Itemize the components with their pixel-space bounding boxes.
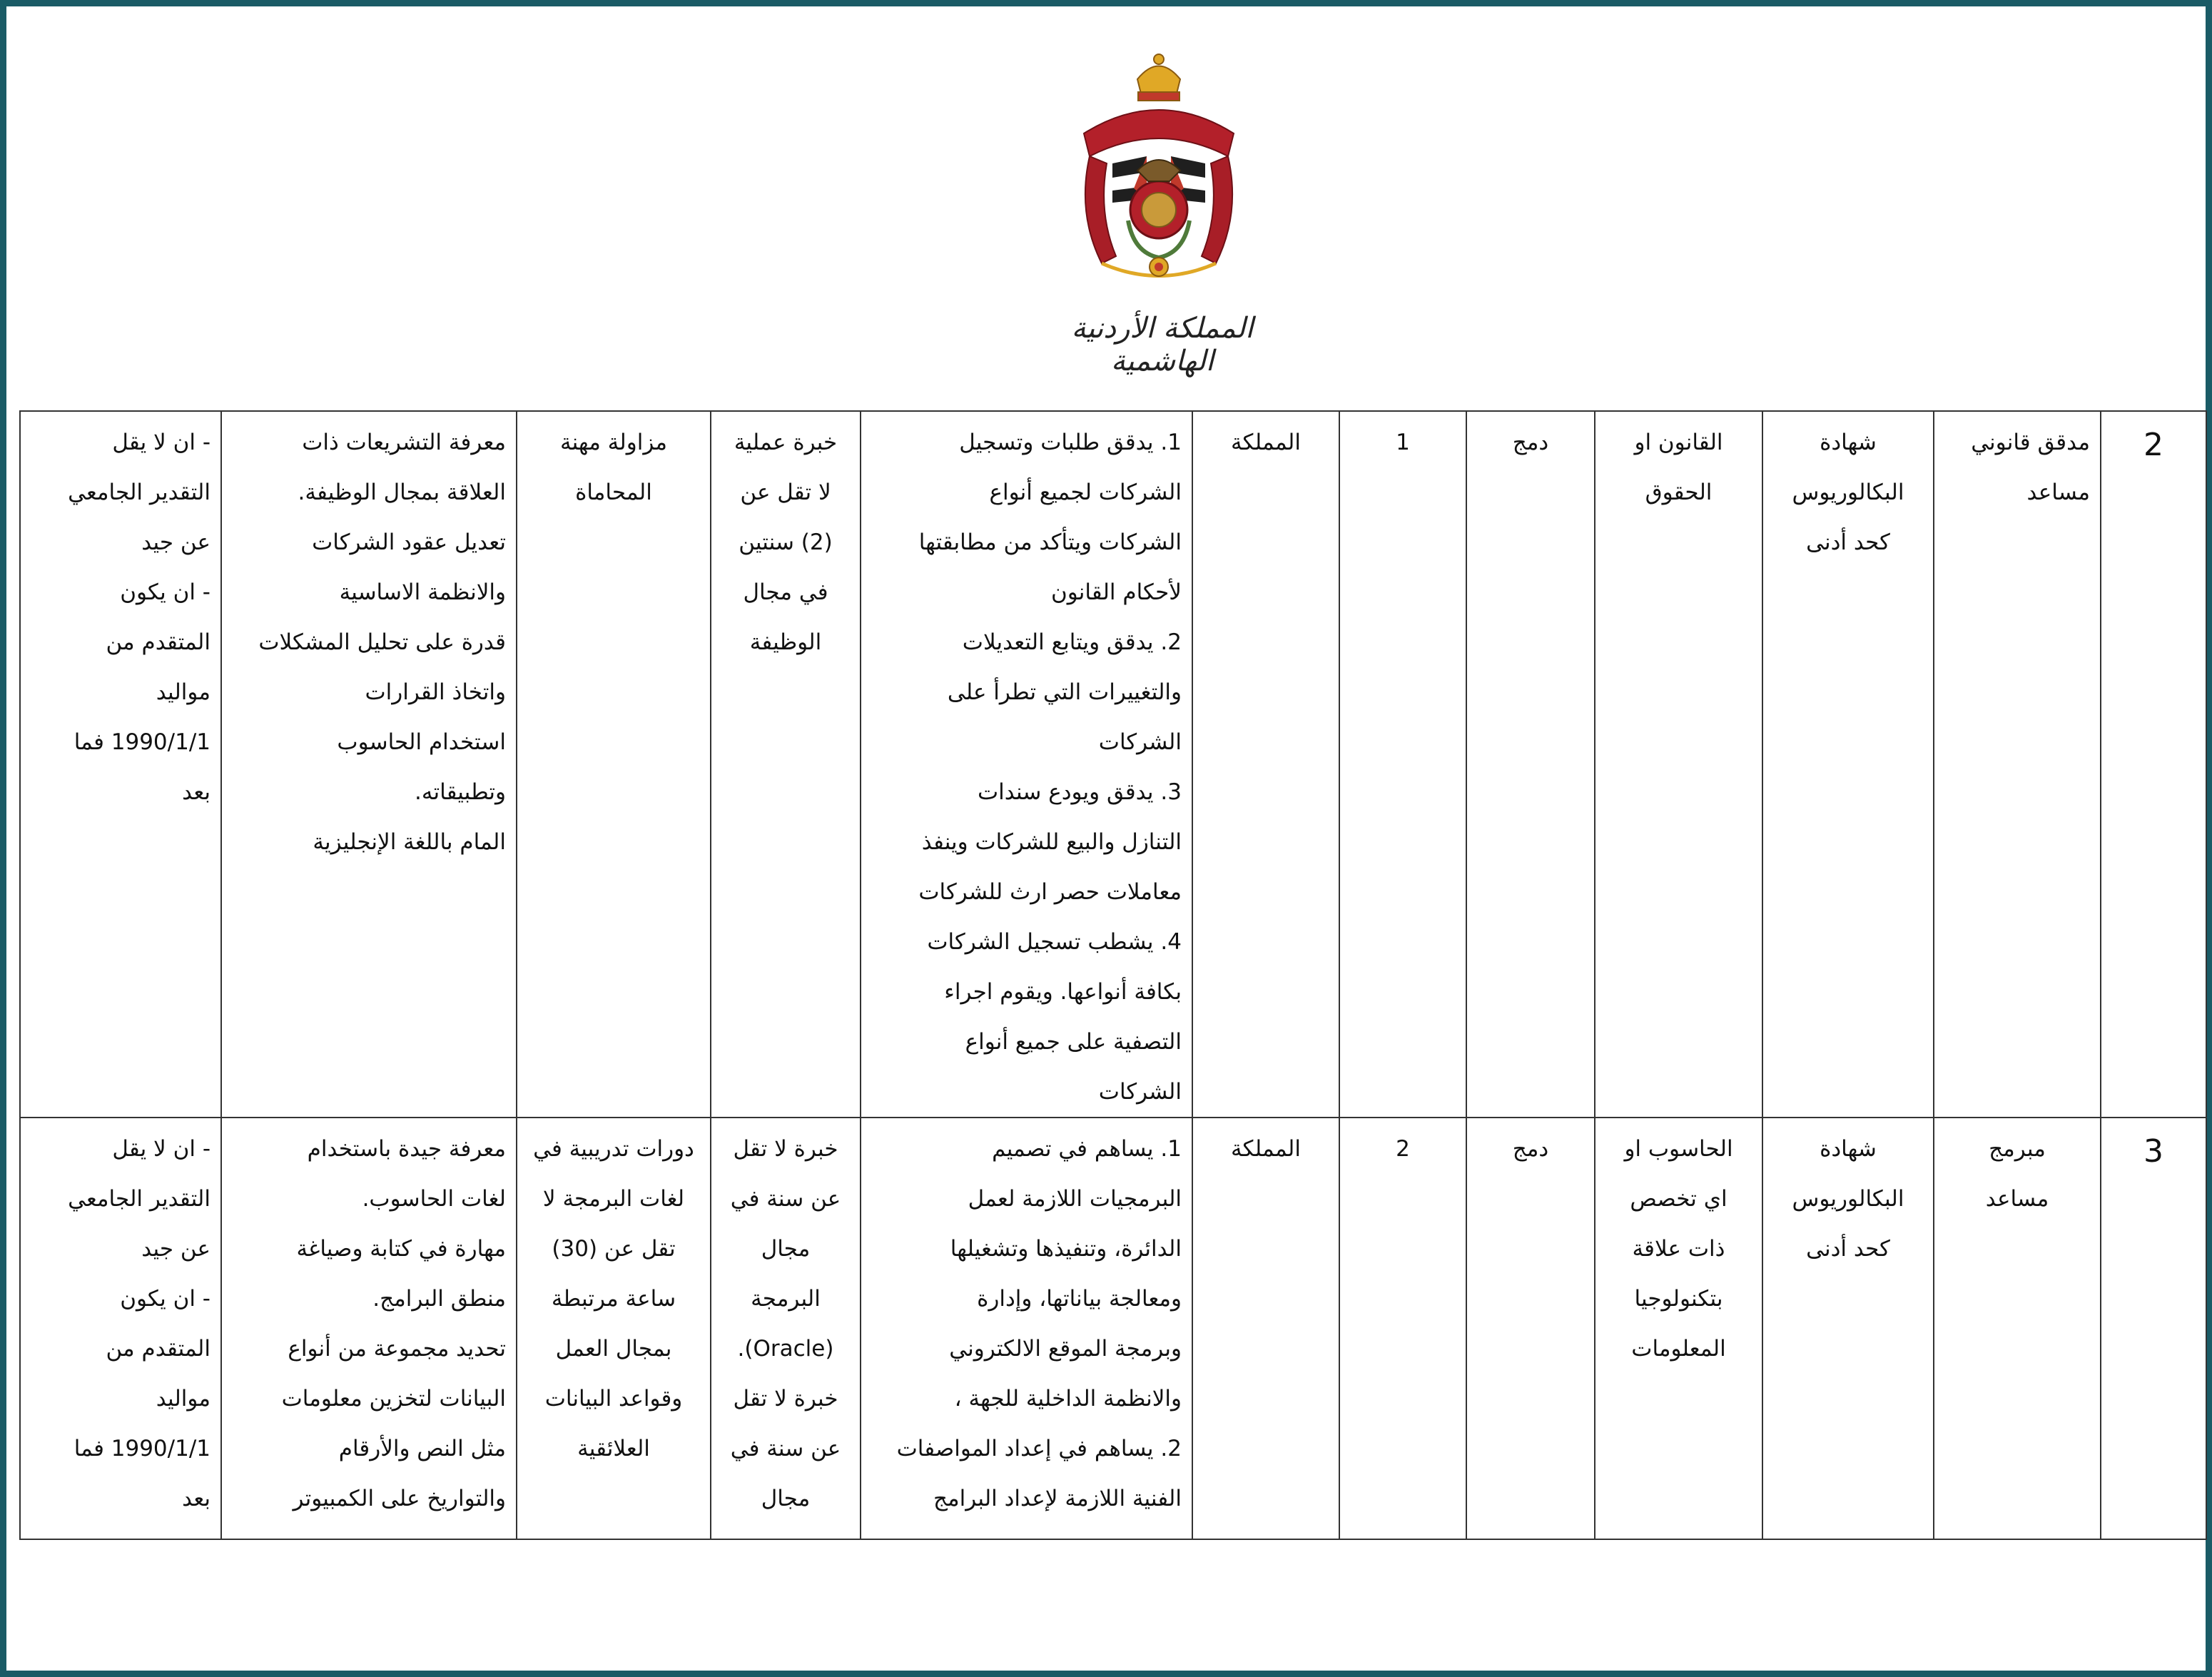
duty-line: ومعالجة بياناتها، وإدارة [977, 1286, 1182, 1312]
skill-line: العلاقة بمجال الوظيفة. [298, 480, 506, 505]
experience-line: مجال [761, 1236, 811, 1262]
condition-line: التقدير الجامعي [68, 1186, 210, 1212]
condition-line: - ان يكون [120, 579, 210, 605]
duties-cell [861, 411, 1192, 1118]
duty-line: 2. يساهم في إعداد المواصفات [896, 1436, 1182, 1461]
duty-line: البرمجيات اللازمة لعمل [968, 1186, 1182, 1212]
duty-line: 1. يساهم في تصميم [992, 1136, 1182, 1162]
location-cell: المملكة [1192, 411, 1339, 1118]
job-title-line: مساعد [1985, 1186, 2049, 1212]
job-title-line: مساعد [2026, 480, 2090, 505]
skill-line: تحديد مجموعة من أنواع [288, 1336, 506, 1362]
duty-line: 3. يدقق ويودع سندات [977, 779, 1182, 805]
experience-cell [711, 1118, 861, 1539]
duty-line: 1. يدقق طلبات وتسجيل [959, 430, 1182, 455]
skills-cell [221, 1118, 517, 1539]
experience-line: عن سنة في [730, 1186, 841, 1212]
job-title-line: مدقق قانوني [1971, 430, 2090, 455]
experience-line: لا تقل عن [740, 480, 831, 505]
duty-line: الشركات لجميع أنواع [989, 480, 1182, 505]
appointment-type-cell: دمج [1466, 411, 1595, 1118]
degree-line: شهادة [1820, 1136, 1877, 1162]
skill-line: مثل النص والأرقام [338, 1436, 506, 1461]
condition-line: عن جيد [141, 530, 210, 555]
skill-line: وتطبيقاته. [415, 779, 506, 805]
condition-line: - ان لا يقل [112, 430, 210, 455]
degree-cell [1762, 1118, 1934, 1539]
duty-line: التصفية على جميع أنواع [965, 1029, 1182, 1055]
training-line: ساعة مرتبطة [551, 1286, 676, 1312]
training-line: لغات البرمجة لا [542, 1186, 685, 1212]
major-cell [1595, 1118, 1762, 1539]
duty-line: والتغييرات التي تطرأ على [947, 679, 1182, 705]
table-row [20, 411, 2206, 1118]
experience-line: خبرة لا تقل [733, 1136, 838, 1162]
conditions-cell [20, 411, 221, 1118]
duty-line: والانظمة الداخلية للجهة ، [954, 1386, 1182, 1412]
duties-cell [861, 1118, 1192, 1539]
major-line: الحاسوب او [1624, 1136, 1733, 1162]
skill-line: لغات الحاسوب. [362, 1186, 506, 1212]
skill-line: المام باللغة الإنجليزية [313, 829, 506, 855]
condition-line: عن جيد [141, 1236, 210, 1262]
duty-line: الشركات ويتأكد من مطابقتها [918, 530, 1182, 555]
skill-line: البيانات لتخزين معلومات [281, 1386, 506, 1412]
training-line: وقواعد البيانات [544, 1386, 683, 1412]
degree-line: البكالوريوس [1792, 480, 1904, 505]
condition-line: - ان لا يقل [112, 1136, 210, 1162]
job-title-cell [1934, 411, 2101, 1118]
skill-line: مهارة في كتابة وصياغة [296, 1236, 506, 1262]
job-title-line: مبرمج [1989, 1136, 2046, 1162]
condition-line: مواليد [156, 679, 210, 705]
condition-line: - ان يكون [120, 1286, 210, 1312]
training-line: تقل عن (30) [552, 1236, 676, 1262]
major-line: اي تخصص [1630, 1186, 1728, 1212]
training-line: مزاولة مهنة [559, 430, 668, 455]
job-number-cell: 2 [2101, 411, 2206, 1118]
duty-line: معاملات حصر ارث للشركات [918, 879, 1182, 905]
experience-line: (Oracle). [737, 1336, 834, 1362]
experience-line: البرمجة [751, 1286, 821, 1312]
major-line: الحقوق [1645, 480, 1713, 505]
duty-line: 2. يدقق ويتابع التعديلات [962, 629, 1182, 655]
major-line: ذات علاقة [1632, 1236, 1725, 1262]
major-line: المعلومات [1631, 1336, 1726, 1362]
condition-line: 1990/1/1 فما [73, 729, 210, 755]
conditions-cell [20, 1118, 221, 1539]
vacancy-count-cell: 1 [1339, 411, 1466, 1118]
duty-line: بكافة أنواعها. ويقوم اجراء [944, 979, 1182, 1005]
skill-line: استخدام الحاسوب [337, 729, 506, 755]
duty-line: وبرمجة الموقع الالكتروني [949, 1336, 1182, 1362]
training-line: المحاماة [575, 480, 652, 505]
condition-line: المتقدم من [106, 629, 210, 655]
skill-line: معرفة جيدة باستخدام [307, 1136, 506, 1162]
experience-line: الوظيفة [749, 629, 822, 655]
kingdom-name: المملكة الأردنية الهاشمية [1071, 312, 1254, 378]
experience-line: (2) سنتين [739, 530, 833, 555]
degree-line: كحد أدنى [1806, 1236, 1890, 1262]
degree-line: شهادة [1820, 430, 1877, 455]
training-line: العلائقية [577, 1436, 650, 1461]
skill-line: واتخاذ القرارات [365, 679, 506, 705]
job-vacancies-table [19, 410, 2207, 1540]
skills-cell [221, 411, 517, 1118]
skill-line: والانظمة الاساسية [339, 579, 506, 605]
appointment-type-cell: دمج [1466, 1118, 1595, 1539]
training-line: بمجال العمل [555, 1336, 672, 1362]
skill-line: قدرة على تحليل المشكلات [258, 629, 506, 655]
duty-line: الفنية اللازمة لإعداد البرامج [933, 1486, 1182, 1511]
condition-line: 1990/1/1 فما [73, 1436, 210, 1461]
duty-line: الدائرة، وتنفيذها وتشغيلها [950, 1236, 1182, 1262]
skill-line: منطق البرامج. [372, 1286, 506, 1312]
job-title-cell [1934, 1118, 2101, 1539]
duty-line: التنازل والبيع للشركات وينفذ [921, 829, 1182, 855]
vacancy-count-cell: 2 [1339, 1118, 1466, 1539]
skill-line: والتواريخ على الكمبيوتر [293, 1486, 506, 1511]
skill-line: تعديل عقود الشركات [312, 530, 506, 555]
experience-line: خبرة عملية [734, 430, 838, 455]
major-cell [1595, 411, 1762, 1118]
duty-line: الشركات [1098, 1079, 1182, 1105]
experience-line: في مجال [743, 579, 828, 605]
duty-line: لأحكام القانون [1050, 579, 1182, 605]
job-number-cell: 3 [2101, 1118, 2206, 1539]
training-cell [517, 411, 711, 1118]
condition-line: المتقدم من [106, 1336, 210, 1362]
jordan-royal-coat-of-arms-icon [1062, 49, 1255, 295]
condition-line: بعد [182, 1486, 210, 1511]
skill-line: معرفة التشريعات ذات [302, 430, 506, 455]
table-row [20, 1118, 2206, 1539]
major-line: بتكنولوجيا [1634, 1286, 1723, 1312]
condition-line: مواليد [156, 1386, 210, 1412]
location-cell: المملكة [1192, 1118, 1339, 1539]
experience-line: مجال [761, 1486, 811, 1511]
duty-line: 4. يشطب تسجيل الشركات [927, 929, 1182, 955]
degree-cell [1762, 411, 1934, 1118]
training-line: دورات تدريبية في [533, 1136, 694, 1162]
experience-cell [711, 411, 861, 1118]
duty-line: الشركات [1098, 729, 1182, 755]
degree-line: البكالوريوس [1792, 1186, 1904, 1212]
experience-line: عن سنة في [730, 1436, 841, 1461]
major-line: القانون او [1634, 430, 1723, 455]
training-cell [517, 1118, 711, 1539]
condition-line: التقدير الجامعي [68, 480, 210, 505]
condition-line: بعد [182, 779, 210, 805]
experience-line: خبرة لا تقل [733, 1386, 838, 1412]
degree-line: كحد أدنى [1806, 530, 1890, 555]
